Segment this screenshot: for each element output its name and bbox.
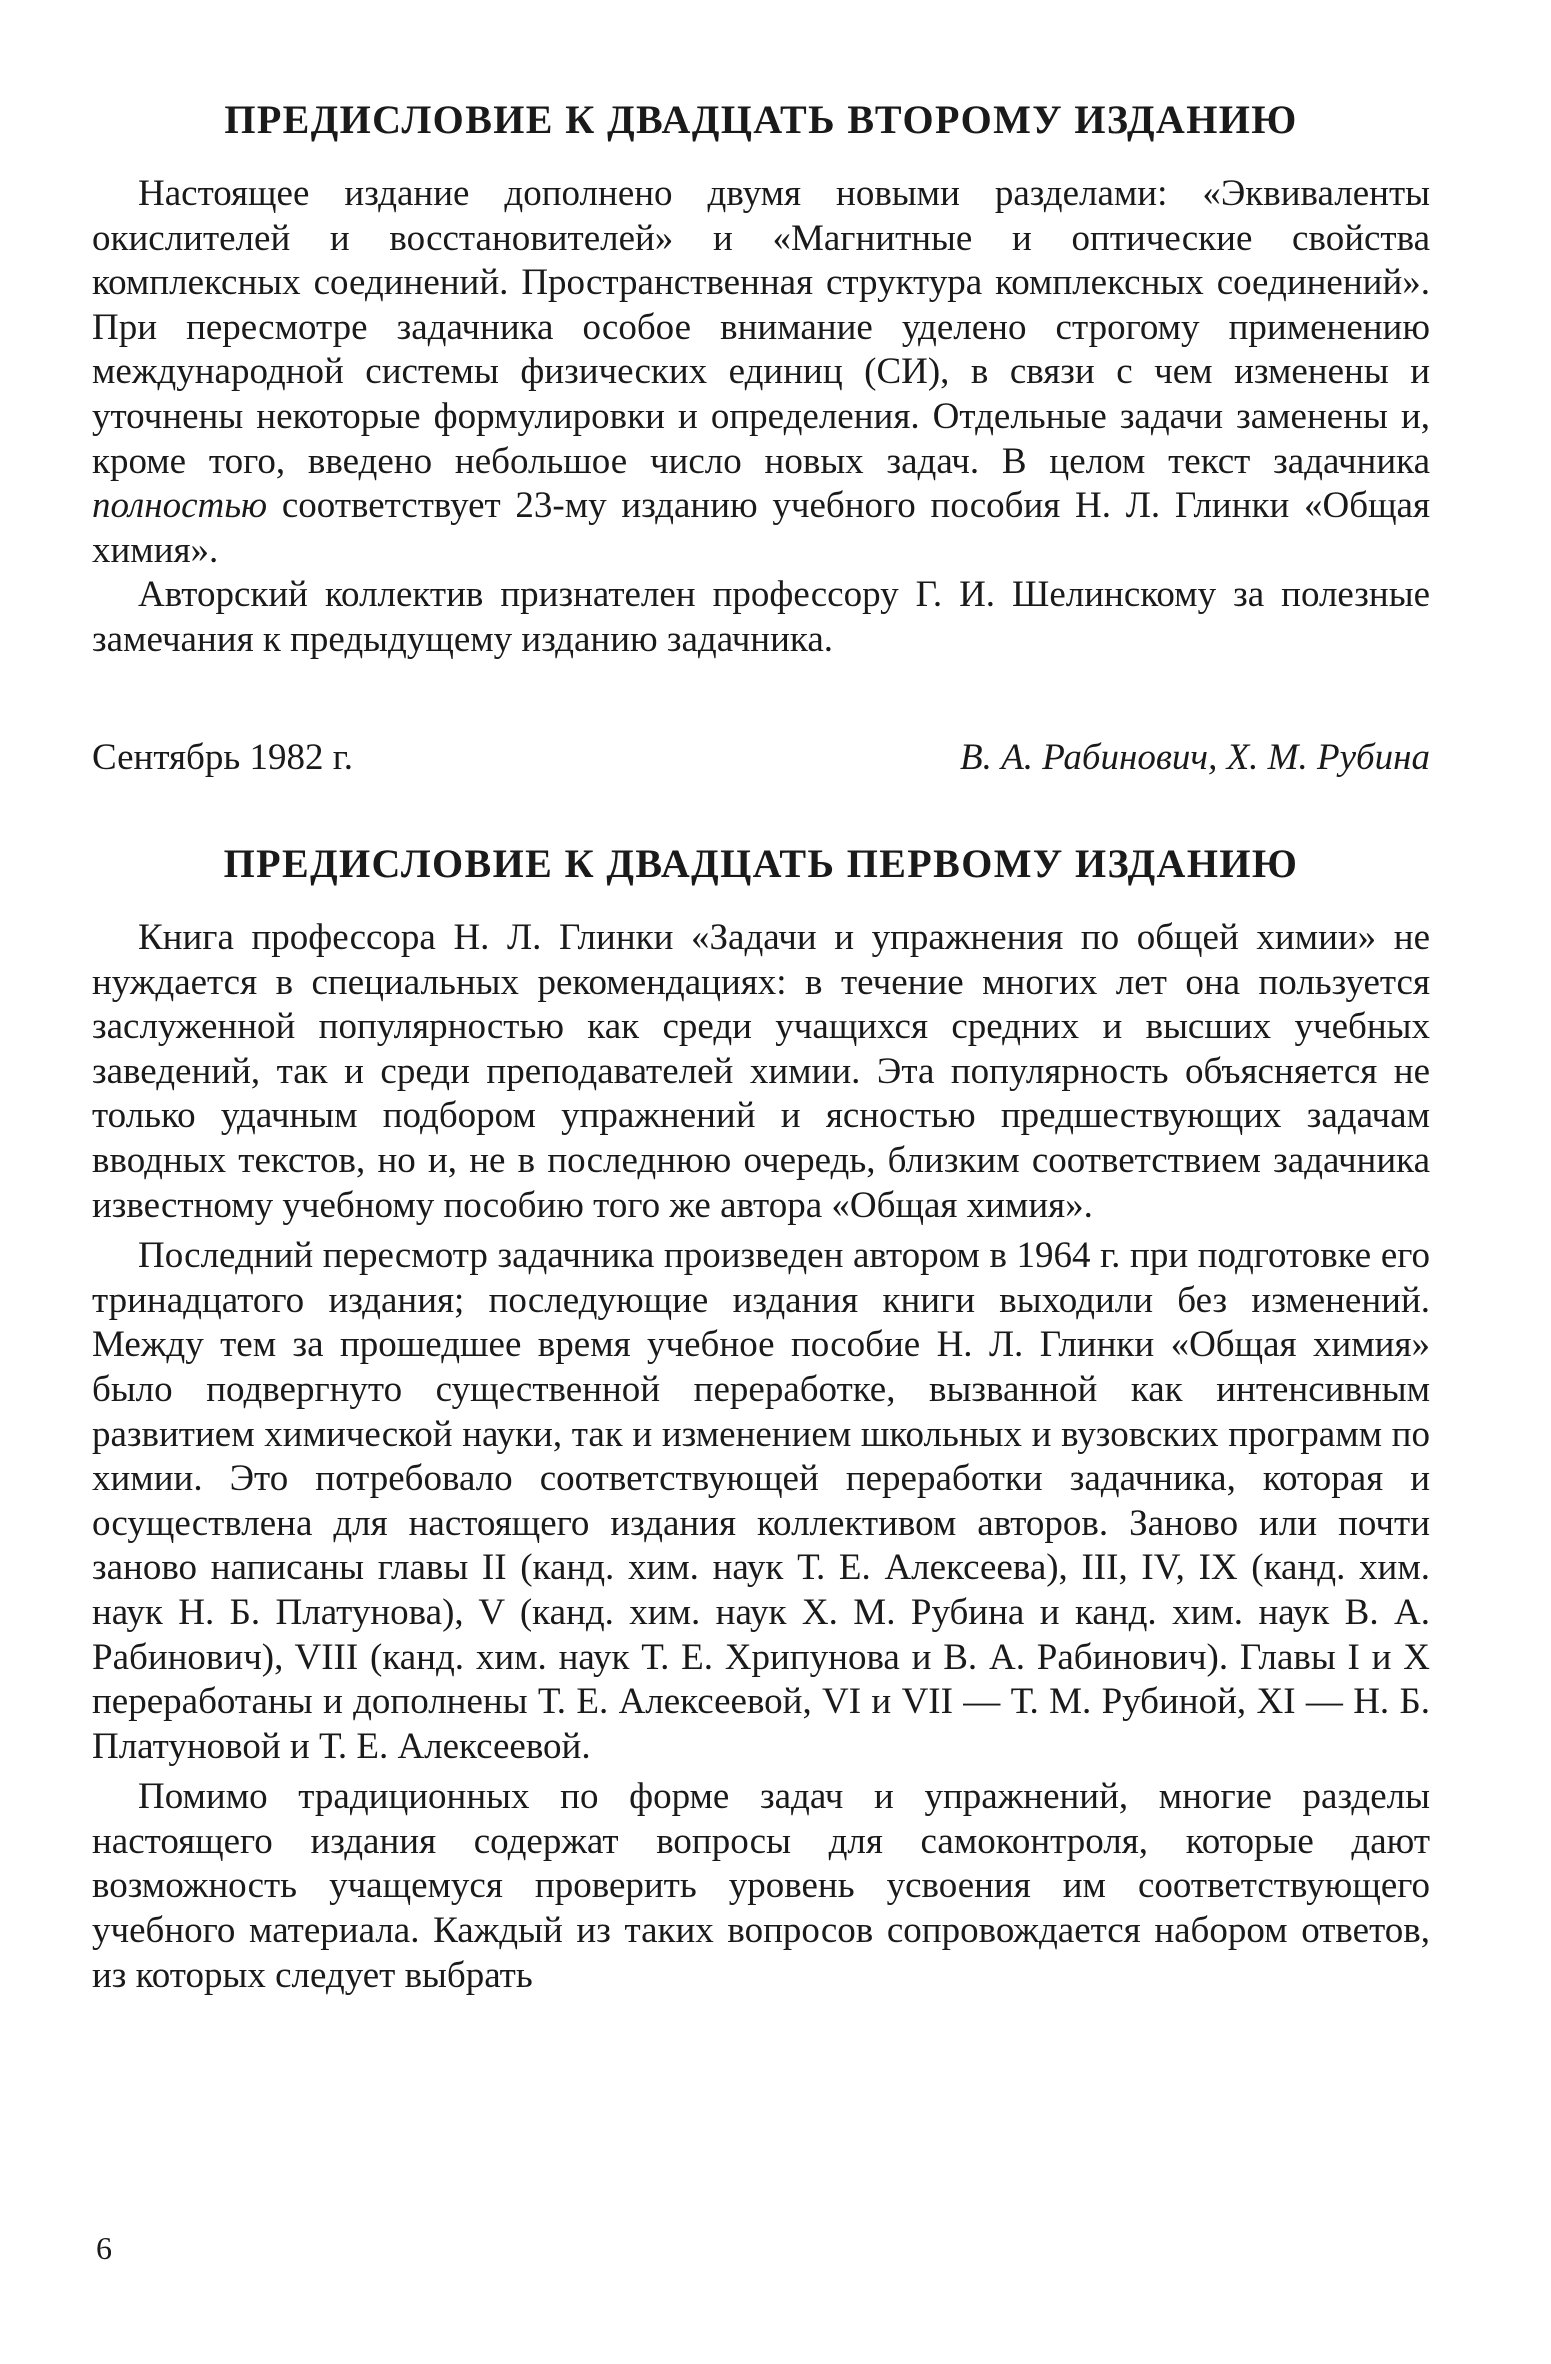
preface-22-paragraph-2: Авторский коллектив признателен профессору Г. И. Шелинскому за полезные замечания к предыдущему изданию задачника.	[92, 574, 1430, 660]
preface-22-paragraph-1-end: соответствует 23-му изданию учебного пособия Н. Л. Глинки «Общая химия».	[92, 485, 1430, 571]
preface-21-paragraph-3: Помимо традиционных по форме задач и упражнений, многие разделы настоящего издания содержат вопросы для самоконтроля, которые дают возможность учащемуся проверить уровень усвоения им соответствующего учебного материала. Каждый из таких вопросов сопровождается набором ответов, из которых следует выбрать	[92, 1776, 1430, 1996]
preface-21-paragraph-2: Последний пересмотр задачника произведен автором в 1964 г. при подготовке его тринадцатого издания; последующие издания книги выходили без изменений. Между тем за прошедшее время учебное пособие Н. Л. Глинки «Общая химия» было подвергнуто существенной переработке, вызванной как интенсивным развитием химической науки, так и изменением школьных и вузовских программ по химии. Это потребовало соответствующей переработки задачника, которая и осуществлена для настоящего издания коллективом авторов. Заново или почти заново написаны главы II (канд. хим. наук Т. Е. Алексеева), III, IV, IX (канд. хим. наук Н. Б. Платунова), V (канд. хим. наук Х. М. Рубина и канд. хим. наук В. А. Рабинович), VIII (канд. хим. наук Т. Е. Хрипунова и В. А. Рабинович). Главы I и X переработаны и дополнены Т. Е. Алексеевой, VI и VII — Т. М. Рубиной, XI — Н. Б. Платуновой и Т. Е. Алексеевой.	[92, 1235, 1430, 1767]
signature-line	[92, 736, 1430, 780]
preface-21-title: ПРЕДИСЛОВИЕ К ДВАДЦАТЬ ПЕРВОМУ ИЗДАНИЮ	[223, 841, 1299, 886]
signature-authors: В. А. Рабинович, Х. М. Рубина	[960, 737, 1430, 778]
preface-22-body	[92, 172, 1430, 663]
preface-21-body	[92, 916, 1430, 1998]
preface-22-paragraph-1	[92, 172, 1430, 573]
signature-date: Сентябрь 1982 г.	[92, 737, 354, 778]
preface-22-title: ПРЕДИСЛОВИЕ К ДВАДЦАТЬ ВТОРОМУ ИЗДАНИЮ	[224, 97, 1298, 142]
preface-21-paragraph-1: Книга профессора Н. Л. Глинки «Задачи и упражнения по общей химии» не нуждается в специальных рекомендациях: в течение многих лет она пользуется заслуженной популярностью как среди учащихся средних и высших учебных заведений, так и среди преподавателей химии. Эта популярность объясняется не только удачным подбором упражнений и ясностью предшествующих задачам вводных текстов, но и, не в последнюю очередь, близким соответствием задачника известному учебному пособию того же автора «Общая химия».	[92, 917, 1430, 1226]
preface-22-paragraph-1-start: Настоящее издание дополнено двумя новыми разделами: «Эквиваленты окислителей и восстановителей» и «Магнитные и оптические свойства комплексных соединений. Пространственная структура комплексных соединений». При пересмотре задачника особое внимание уделено строгому применению международной системы физических единиц (СИ), в связи с чем изменены и уточнены некоторые формулировки и определения. Отдельные задачи заменены и, кроме того, введено небольшое число новых задач. В целом текст задачника	[92, 173, 1430, 482]
preface-22-section	[92, 96, 1430, 144]
preface-22-paragraph-1-emphasis: полностью	[92, 485, 268, 527]
page-number: 6	[96, 2230, 112, 2266]
preface-21-section	[92, 840, 1430, 888]
